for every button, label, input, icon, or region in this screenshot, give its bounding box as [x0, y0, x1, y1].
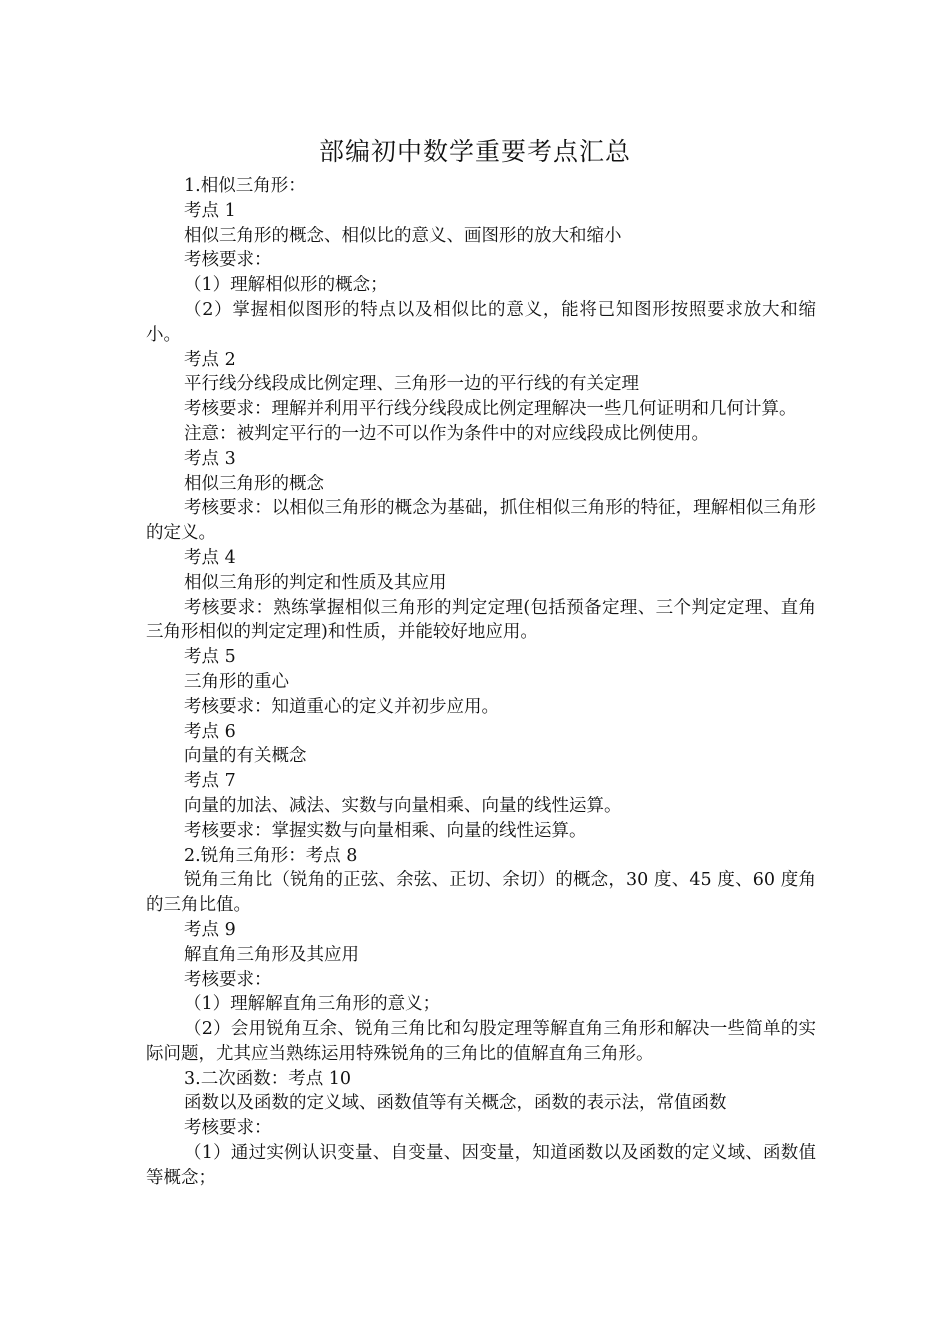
point-label: 考点 5	[184, 647, 236, 668]
requirement-item: （1）理解解直角三角形的意义；	[184, 994, 441, 1015]
point-label: 考点 3	[184, 448, 236, 469]
requirement-text: 考核要求：以相似三角形的概念为基础，抓住相似三角形的特征，理解相似三角形的定义。	[146, 498, 816, 544]
requirement-text: 考核要求：知道重心的定义并初步应用。	[184, 696, 499, 717]
requirement-label: 考核要求：	[184, 969, 272, 990]
point-topic: 相似三角形的概念、相似比的意义、画图形的放大和缩小	[184, 225, 622, 246]
section-heading: 3.二次函数：考点 10	[184, 1068, 352, 1089]
point-topic: 向量的加法、减法、实数与向量相乘、向量的线性运算。	[184, 795, 622, 816]
requirement-label: 考核要求：	[184, 250, 272, 271]
point-topic: 锐角三角比（锐角的正弦、余弦、正切、余切）的概念，30 度、45 度、60 度角的三角比值。	[146, 870, 816, 916]
document-title: 部编初中数学重要考点汇总	[318, 137, 631, 166]
requirement-item: （1）通过实例认识变量、自变量、因变量，知道函数以及函数的定义域、函数值等概念；	[146, 1143, 816, 1188]
requirement-item: （2）掌握相似图形的特点以及相似比的意义，能将已知图形按照要求放大和缩小。	[146, 299, 816, 345]
requirement-item: （2）会用锐角互余、锐角三角比和勾股定理等解直角三角形和解决一些简单的实际问题，尤其应当熟练运用特殊锐角的三角比的值解直角三角形。	[146, 1019, 816, 1064]
requirement-text: 考核要求：熟练掌握相似三角形的判定定理(包括预备定理、三个判定定理、直角三角形相似的判定定理)和性质，并能较好地应用。	[146, 597, 816, 643]
point-topic: 相似三角形的概念	[184, 473, 324, 494]
point-label: 考点 7	[184, 771, 236, 792]
point-topic: 三角形的重心	[184, 671, 289, 692]
requirement-item: （1）理解相似形的概念；	[184, 275, 388, 296]
requirement-label: 考核要求：	[184, 1118, 272, 1139]
point-label: 考点 2	[184, 349, 236, 370]
point-label: 考点 4	[184, 547, 236, 568]
point-topic: 平行线分线段成比例定理、三角形一边的平行线的有关定理	[184, 374, 639, 395]
point-label: 考点 9	[184, 919, 236, 940]
requirement-text: 考核要求：理解并利用平行线分线段成比例定理解决一些几何证明和几何计算。	[184, 399, 797, 420]
point-label: 考点 6	[184, 721, 236, 742]
point-topic: 函数以及函数的定义域、函数值等有关概念，函数的表示法，常值函数	[184, 1093, 727, 1114]
point-topic: 解直角三角形及其应用	[184, 944, 359, 965]
document-body	[146, 174, 816, 1191]
section-heading: 1.相似三角形：	[184, 176, 306, 196]
point-label: 考点 1	[184, 200, 236, 221]
point-topic: 向量的有关概念	[184, 746, 307, 767]
note-text: 注意：被判定平行的一边不可以作为条件中的对应线段成比例使用。	[184, 423, 709, 444]
requirement-text: 考核要求：掌握实数与向量相乘、向量的线性运算。	[184, 820, 587, 841]
section-heading: 2.锐角三角形：考点 8	[184, 845, 358, 866]
point-topic: 相似三角形的判定和性质及其应用	[184, 572, 447, 593]
